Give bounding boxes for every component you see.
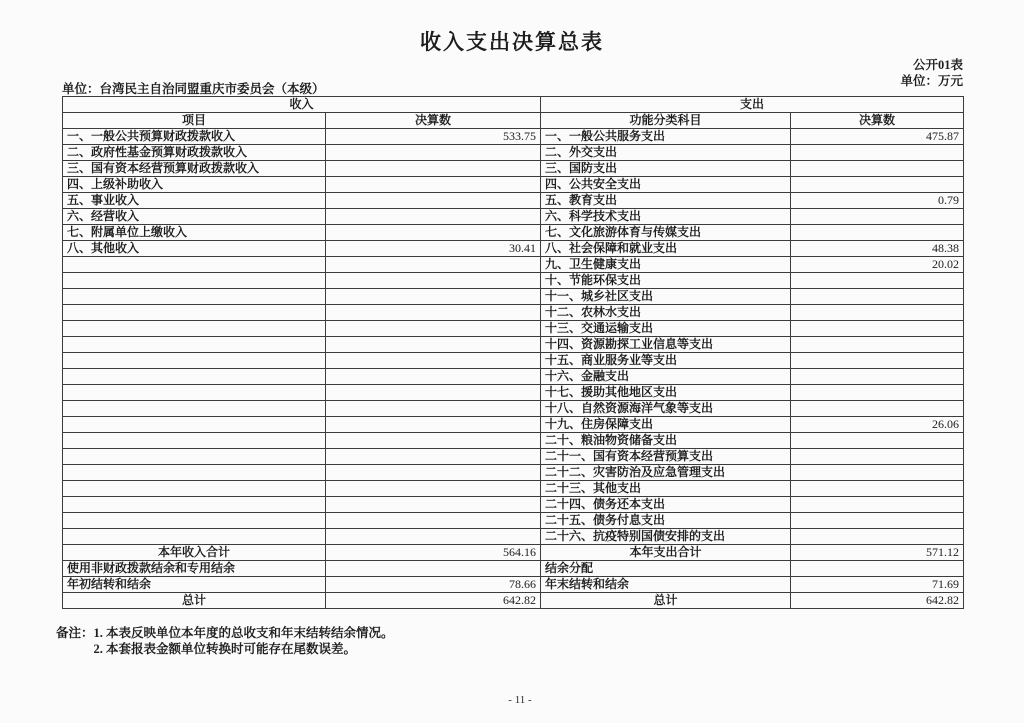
column-header-income-item: 项目 <box>63 113 326 129</box>
income-item-cell <box>63 417 326 433</box>
income-amount-cell <box>326 401 541 417</box>
income-item-cell <box>63 369 326 385</box>
income-item-cell <box>63 497 326 513</box>
expense-item-cell: 四、公共安全支出 <box>541 177 791 193</box>
expense-amount-cell <box>791 401 964 417</box>
table-row <box>63 593 964 609</box>
expense-amount-cell <box>791 337 964 353</box>
expense-amount-cell <box>791 353 964 369</box>
expense-amount-cell: 475.87 <box>791 129 964 145</box>
column-header-income-amount: 决算数 <box>326 113 541 129</box>
expense-item-cell: 二十六、抗疫特别国债安排的支出 <box>541 529 791 545</box>
page-title: 收入支出决算总表 <box>420 30 604 54</box>
income-section-header: 收入 <box>63 97 541 113</box>
expense-item-cell: 六、科学技术支出 <box>541 209 791 225</box>
expense-item-cell: 二十、粮油物资储备支出 <box>541 433 791 449</box>
expense-amount-cell <box>791 561 964 577</box>
income-item-cell: 七、附属单位上缴收入 <box>63 225 326 241</box>
income-item-cell <box>63 337 326 353</box>
expense-item-cell: 一、一般公共服务支出 <box>541 129 791 145</box>
section-header-row <box>63 97 964 113</box>
income-amount-cell <box>326 337 541 353</box>
table-row <box>63 513 964 529</box>
expense-item-cell: 二十五、债务付息支出 <box>541 513 791 529</box>
income-amount-cell <box>326 257 541 273</box>
income-item-cell: 四、上级补助收入 <box>63 177 326 193</box>
table-row <box>63 337 964 353</box>
expense-amount-cell: 26.06 <box>791 417 964 433</box>
income-amount-cell <box>326 209 541 225</box>
income-item-cell <box>63 465 326 481</box>
income-amount-cell: 30.41 <box>326 241 541 257</box>
income-amount-cell <box>326 145 541 161</box>
income-amount-cell: 642.82 <box>326 593 541 609</box>
column-header-expense-item: 功能分类科目 <box>541 113 791 129</box>
expense-item-cell: 十五、商业服务业等支出 <box>541 353 791 369</box>
table-row <box>63 561 964 577</box>
column-header-expense-amount: 决算数 <box>791 113 964 129</box>
income-item-cell: 总计 <box>63 593 326 609</box>
note-line: 2. 本套报表金额单位转换时可能存在尾数误差。 <box>93 642 357 656</box>
income-amount-cell <box>326 481 541 497</box>
expense-item-cell: 二十一、国有资本经营预算支出 <box>541 449 791 465</box>
income-amount-cell <box>326 193 541 209</box>
expense-item-cell: 十四、资源勘探工业信息等支出 <box>541 337 791 353</box>
income-amount-cell <box>326 513 541 529</box>
table-row <box>63 145 964 161</box>
expense-item-cell: 二十二、灾害防治及应急管理支出 <box>541 465 791 481</box>
expense-amount-cell: 642.82 <box>791 593 964 609</box>
expense-item-cell: 十七、援助其他地区支出 <box>541 385 791 401</box>
income-item-cell: 年初结转和结余 <box>63 577 326 593</box>
table-row <box>63 177 964 193</box>
table-row <box>63 225 964 241</box>
income-amount-cell <box>326 417 541 433</box>
expense-item-cell: 九、卫生健康支出 <box>541 257 791 273</box>
table-row <box>63 529 964 545</box>
expense-amount-cell <box>791 321 964 337</box>
notes-block <box>56 625 394 657</box>
table-row <box>63 497 964 513</box>
expense-amount-cell <box>791 305 964 321</box>
table-row <box>63 385 964 401</box>
expense-item-cell: 本年支出合计 <box>541 545 791 561</box>
amount-unit-label: 单位：万元 <box>900 74 963 88</box>
table-row <box>63 321 964 337</box>
income-item-cell <box>63 289 326 305</box>
expense-item-cell: 二十四、债务还本支出 <box>541 497 791 513</box>
expense-item-cell: 结余分配 <box>541 561 791 577</box>
table-row <box>63 289 964 305</box>
table-row <box>63 401 964 417</box>
table-row <box>63 433 964 449</box>
expense-amount-cell <box>791 449 964 465</box>
income-amount-cell <box>326 465 541 481</box>
income-item-cell: 五、事业收入 <box>63 193 326 209</box>
expense-amount-cell <box>791 385 964 401</box>
income-amount-cell <box>326 529 541 545</box>
expense-amount-cell <box>791 481 964 497</box>
income-amount-cell <box>326 161 541 177</box>
income-item-cell: 二、政府性基金预算财政拨款收入 <box>63 145 326 161</box>
table-body <box>63 129 964 609</box>
expense-item-cell: 七、文化旅游体育与传媒支出 <box>541 225 791 241</box>
expense-item-cell: 十三、交通运输支出 <box>541 321 791 337</box>
income-amount-cell <box>326 321 541 337</box>
table-row <box>63 241 964 257</box>
expense-item-cell: 十一、城乡社区支出 <box>541 289 791 305</box>
table-row <box>63 305 964 321</box>
expense-item-cell: 总计 <box>541 593 791 609</box>
table-row <box>63 417 964 433</box>
table-row <box>63 577 964 593</box>
page-number: - 11 - <box>508 694 532 706</box>
notes-label: 备注： <box>56 626 94 640</box>
note-line: 1. 本表反映单位本年度的总收支和年末结转结余情况。 <box>93 626 394 640</box>
income-item-cell: 本年收入合计 <box>63 545 326 561</box>
expense-amount-cell <box>791 369 964 385</box>
column-header-row <box>63 113 964 129</box>
reporting-unit-name: 单位：台湾民主自治同盟重庆市委员会（本级） <box>62 82 325 96</box>
income-item-cell <box>63 273 326 289</box>
table-row <box>63 465 964 481</box>
income-item-cell <box>63 481 326 497</box>
income-amount-cell <box>326 449 541 465</box>
expense-amount-cell <box>791 497 964 513</box>
income-item-cell: 一、一般公共预算财政拨款收入 <box>63 129 326 145</box>
expense-item-cell: 三、国防支出 <box>541 161 791 177</box>
expense-item-cell: 二十三、其他支出 <box>541 481 791 497</box>
expense-amount-cell: 0.79 <box>791 193 964 209</box>
income-item-cell: 使用非财政拨款结余和专用结余 <box>63 561 326 577</box>
income-item-cell <box>63 257 326 273</box>
expense-amount-cell <box>791 161 964 177</box>
expense-amount-cell <box>791 289 964 305</box>
expense-amount-cell: 571.12 <box>791 545 964 561</box>
income-item-cell <box>63 353 326 369</box>
income-amount-cell <box>326 273 541 289</box>
income-amount-cell <box>326 177 541 193</box>
expense-section-header: 支出 <box>541 97 964 113</box>
income-amount-cell <box>326 497 541 513</box>
notes-lines <box>94 625 394 657</box>
income-amount-cell <box>326 385 541 401</box>
table-row <box>63 369 964 385</box>
income-item-cell <box>63 529 326 545</box>
expense-amount-cell <box>791 177 964 193</box>
table-row <box>63 129 964 145</box>
income-amount-cell <box>326 369 541 385</box>
income-amount-cell: 533.75 <box>326 129 541 145</box>
income-amount-cell <box>326 561 541 577</box>
income-item-cell: 六、经营收入 <box>63 209 326 225</box>
expense-amount-cell <box>791 465 964 481</box>
table-row <box>63 161 964 177</box>
table-row <box>63 193 964 209</box>
income-amount-cell <box>326 433 541 449</box>
table-row <box>63 545 964 561</box>
income-item-cell <box>63 305 326 321</box>
income-amount-cell: 78.66 <box>326 577 541 593</box>
expense-amount-cell <box>791 209 964 225</box>
expense-item-cell: 八、社会保障和就业支出 <box>541 241 791 257</box>
table-row <box>63 481 964 497</box>
income-item-cell <box>63 385 326 401</box>
income-amount-cell <box>326 305 541 321</box>
expense-amount-cell: 71.69 <box>791 577 964 593</box>
table-row <box>63 209 964 225</box>
expense-amount-cell <box>791 145 964 161</box>
table-row <box>63 353 964 369</box>
income-amount-cell: 564.16 <box>326 545 541 561</box>
budget-summary-table <box>62 96 964 609</box>
table-row <box>63 273 964 289</box>
expense-amount-cell: 20.02 <box>791 257 964 273</box>
expense-item-cell: 十八、自然资源海洋气象等支出 <box>541 401 791 417</box>
table-row <box>63 449 964 465</box>
income-item-cell <box>63 449 326 465</box>
expense-amount-cell <box>791 273 964 289</box>
income-amount-cell <box>326 353 541 369</box>
expense-item-cell: 二、外交支出 <box>541 145 791 161</box>
expense-item-cell: 十二、农林水支出 <box>541 305 791 321</box>
table-row <box>63 257 964 273</box>
income-item-cell: 八、其他收入 <box>63 241 326 257</box>
expense-amount-cell <box>791 433 964 449</box>
income-item-cell <box>63 433 326 449</box>
income-amount-cell <box>326 225 541 241</box>
income-item-cell <box>63 321 326 337</box>
expense-item-cell: 十、节能环保支出 <box>541 273 791 289</box>
form-number: 公开01表 <box>912 58 963 72</box>
expense-item-cell: 年末结转和结余 <box>541 577 791 593</box>
expense-item-cell: 五、教育支出 <box>541 193 791 209</box>
expense-amount-cell <box>791 529 964 545</box>
expense-amount-cell: 48.38 <box>791 241 964 257</box>
expense-item-cell: 十九、住房保障支出 <box>541 417 791 433</box>
expense-amount-cell <box>791 513 964 529</box>
expense-amount-cell <box>791 225 964 241</box>
income-item-cell: 三、国有资本经营预算财政拨款收入 <box>63 161 326 177</box>
income-item-cell <box>63 401 326 417</box>
income-amount-cell <box>326 289 541 305</box>
expense-item-cell: 十六、金融支出 <box>541 369 791 385</box>
income-item-cell <box>63 513 326 529</box>
